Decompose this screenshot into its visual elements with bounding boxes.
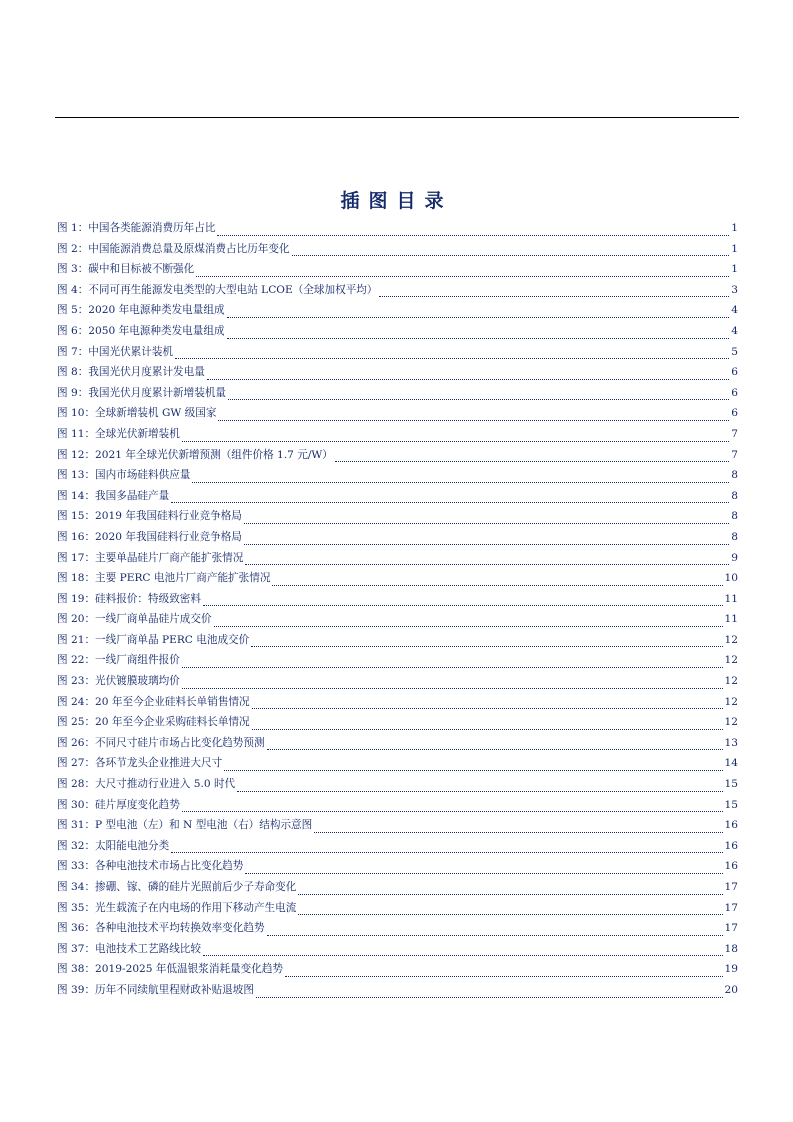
toc-dot-leader: [285, 968, 722, 977]
toc-entry-page: 3: [731, 283, 738, 296]
toc-entry-label: 图 20：一线厂商单晶硅片成交价: [57, 613, 212, 626]
toc-entry[interactable]: [57, 961, 738, 982]
toc-entry-page: 6: [731, 366, 738, 379]
toc-dot-leader: [379, 288, 729, 297]
toc-entry-label: 图 37：电池技术工艺路线比较: [57, 942, 201, 955]
toc-dot-leader: [217, 227, 729, 236]
toc-entry-label: 图 12：2021 年全球光伏新增预测（组件价格 1.7 元/W）: [57, 448, 333, 461]
toc-entry-label: 图 10：全球新增装机 GW 级国家: [57, 407, 217, 420]
toc-entry[interactable]: [57, 611, 738, 632]
toc-entry-label: 图 33：各种电池技术市场占比变化趋势: [57, 860, 244, 873]
toc-entry-label: 图 19：硅料报价：特级致密料: [57, 592, 201, 605]
toc-entry-page: 16: [724, 860, 738, 873]
toc-entry-page: 8: [731, 510, 738, 523]
toc-entry[interactable]: [57, 652, 738, 673]
toc-entry[interactable]: [57, 900, 738, 921]
toc-entry[interactable]: [57, 879, 738, 900]
toc-entry-page: 16: [724, 839, 738, 852]
toc-entry[interactable]: [57, 858, 738, 879]
toc-dot-leader: [244, 515, 729, 524]
toc-dot-leader: [252, 700, 723, 709]
toc-entry[interactable]: [57, 591, 738, 612]
toc-dot-leader: [224, 762, 722, 771]
toc-entry-label: 图 18：主要 PERC 电池片厂商产能扩张情况: [57, 572, 271, 585]
toc-entry[interactable]: [57, 447, 738, 468]
toc-dot-leader: [251, 638, 722, 647]
toc-entry-page: 8: [731, 469, 738, 482]
header-rule: [55, 117, 739, 118]
toc-entry[interactable]: [57, 261, 738, 282]
toc-dot-leader: [192, 474, 729, 483]
toc-dot-leader: [182, 680, 723, 689]
toc-entry[interactable]: [57, 323, 738, 344]
toc-entry-label: 图 28：大尺寸推动行业进入 5.0 时代: [57, 778, 236, 791]
toc-dot-leader: [256, 989, 723, 998]
toc-entry-page: 12: [724, 654, 738, 667]
toc-entry[interactable]: [57, 570, 738, 591]
toc-entry[interactable]: [57, 920, 738, 941]
toc-dot-leader: [335, 453, 729, 462]
toc-entry-page: 8: [731, 530, 738, 543]
toc-dot-leader: [245, 556, 729, 565]
toc-entry-page: 11: [724, 613, 738, 626]
toc-dot-leader: [227, 309, 730, 318]
toc-entry-label: 图 31：P 型电池（左）和 N 型电池（右）结构示意图: [57, 819, 313, 832]
toc-entry[interactable]: [57, 508, 738, 529]
toc-entry[interactable]: [57, 982, 738, 1003]
toc-dot-leader: [227, 330, 730, 339]
toc-entry-label: 图 5：2020 年电源种类发电量组成: [57, 304, 225, 317]
toc-entry-page: 10: [724, 572, 738, 585]
toc-entry[interactable]: [57, 776, 738, 797]
toc-entry-page: 4: [731, 324, 738, 337]
toc-entry-label: 图 30：硅片厚度变化趋势: [57, 798, 180, 811]
toc-entry[interactable]: [57, 241, 738, 262]
toc-dot-leader: [292, 247, 730, 256]
toc-entry-page: 15: [724, 778, 738, 791]
toc-entry[interactable]: [57, 467, 738, 488]
toc-entry-page: 12: [724, 675, 738, 688]
toc-entry[interactable]: [57, 735, 738, 756]
toc-list: [57, 220, 738, 1003]
toc-dot-leader: [182, 659, 723, 668]
toc-entry-page: 4: [731, 304, 738, 317]
toc-entry-label: 图 27：各环节龙头企业推进大尺寸: [57, 757, 223, 770]
toc-entry-label: 图 15：2019 年我国硅料行业竞争格局: [57, 510, 242, 523]
toc-entry[interactable]: [57, 302, 738, 323]
toc-entry-page: 1: [731, 242, 738, 255]
toc-dot-leader: [171, 844, 722, 853]
toc-entry-label: 图 38：2019-2025 年低温银浆消耗量变化趋势: [57, 963, 284, 976]
toc-entry-label: 图 26：不同尺寸硅片市场占比变化趋势预测: [57, 736, 265, 749]
toc-dot-leader: [203, 597, 723, 606]
toc-entry-label: 图 23：光伏镀膜玻璃均价: [57, 675, 180, 688]
toc-dot-leader: [182, 433, 729, 442]
toc-entry-page: 11: [724, 592, 738, 605]
toc-entry-page: 17: [724, 901, 738, 914]
toc-dot-leader: [252, 721, 723, 730]
toc-entry-page: 6: [731, 407, 738, 420]
toc-title: 插图目录: [340, 190, 453, 212]
toc-dot-leader: [245, 865, 722, 874]
toc-entry[interactable]: [57, 426, 738, 447]
toc-entry[interactable]: [57, 385, 738, 406]
toc-entry[interactable]: [57, 282, 738, 303]
toc-entry[interactable]: [57, 694, 738, 715]
toc-entry-label: 图 11：全球光伏新增装机: [57, 427, 180, 440]
toc-entry[interactable]: [57, 220, 738, 241]
toc-entry-label: 图 24：20 年至今企业硅料长单销售情况: [57, 695, 250, 708]
toc-entry-label: 图 6：2050 年电源种类发电量组成: [57, 324, 225, 337]
toc-entry[interactable]: [57, 673, 738, 694]
toc-entry-page: 5: [731, 345, 738, 358]
toc-entry-label: 图 22：一线厂商组件报价: [57, 654, 180, 667]
toc-entry-label: 图 2：中国能源消费总量及原煤消费占比历年变化: [57, 242, 290, 255]
toc-entry[interactable]: [57, 755, 738, 776]
toc-dot-leader: [196, 268, 729, 277]
toc-entry-label: 图 16：2020 年我国硅料行业竞争格局: [57, 530, 242, 543]
toc-dot-leader: [298, 906, 722, 915]
toc-entry[interactable]: [57, 817, 738, 838]
toc-entry[interactable]: [57, 344, 738, 365]
toc-entry-label: 图 3：碳中和目标被不断强化: [57, 263, 195, 276]
toc-entry-label: 图 36：各种电池技术平均转换效率变化趋势: [57, 922, 265, 935]
toc-entry-page: 7: [731, 448, 738, 461]
toc-dot-leader: [182, 803, 723, 812]
toc-dot-leader: [214, 618, 723, 627]
toc-entry-page: 1: [731, 263, 738, 276]
toc-dot-leader: [298, 886, 722, 895]
toc-entry-label: 图 8：我国光伏月度累计发电量: [57, 366, 205, 379]
toc-entry[interactable]: [57, 364, 738, 385]
toc-entry-page: 19: [724, 963, 738, 976]
toc-entry-page: 17: [724, 881, 738, 893]
toc-entry-label: 图 39：历年不同续航里程财政补贴退坡图: [57, 983, 254, 996]
toc-entry-label: 图 17：主要单晶硅片厂商产能扩张情况: [57, 551, 244, 564]
toc-entry-label: 图 4：不同可再生能源发电类型的大型电站 LCOE（全球加权平均）: [57, 283, 378, 296]
toc-entry-page: 14: [724, 757, 738, 770]
toc-entry[interactable]: [57, 632, 738, 653]
toc-entry[interactable]: [57, 529, 738, 550]
toc-dot-leader: [203, 947, 723, 956]
toc-entry-page: 8: [731, 489, 738, 502]
toc-entry[interactable]: [57, 405, 738, 426]
toc-dot-leader: [228, 391, 729, 400]
toc-entry-page: 12: [724, 633, 738, 646]
toc-entry-label: 图 34：掺硼、镓、磷的硅片光照前后少子寿命变化: [57, 881, 297, 893]
toc-entry-label: 图 13：国内市场硅料供应量: [57, 469, 191, 482]
toc-entry-page: 6: [731, 386, 738, 399]
toc-entry-page: 15: [724, 798, 738, 811]
toc-entry-label: 图 35：光生载流子在内电场的作用下移动产生电流: [57, 901, 297, 914]
toc-entry-label: 图 21：一线厂商单晶 PERC 电池成交价: [57, 633, 250, 646]
toc-entry-page: 16: [724, 819, 738, 832]
toc-dot-leader: [272, 577, 722, 586]
toc-entry-label: 图 7：中国光伏累计装机: [57, 345, 174, 358]
toc-dot-leader: [267, 927, 723, 936]
toc-dot-leader: [171, 494, 729, 503]
toc-entry-page: 17: [724, 922, 738, 935]
toc-entry-page: 13: [724, 736, 738, 749]
toc-entry-page: 9: [731, 551, 738, 564]
toc-entry[interactable]: [57, 488, 738, 509]
toc-dot-leader: [267, 741, 723, 750]
toc-entry-page: 7: [731, 427, 738, 440]
toc-dot-leader: [207, 371, 729, 380]
toc-entry-page: 12: [724, 695, 738, 708]
toc-dot-leader: [218, 412, 729, 421]
toc-entry[interactable]: [57, 550, 738, 571]
toc-dot-leader: [175, 350, 729, 359]
toc-entry[interactable]: [57, 838, 738, 859]
toc-entry-page: 18: [724, 942, 738, 955]
toc-entry-page: 1: [731, 222, 738, 234]
toc-entry[interactable]: [57, 797, 738, 818]
toc-entry-label: 图 25：20 年至今企业采购硅料长单情况: [57, 716, 250, 729]
toc-entry-label: 图 14：我国多晶硅产量: [57, 489, 170, 502]
toc-entry[interactable]: [57, 941, 738, 962]
toc-entry-label: 图 32：太阳能电池分类: [57, 839, 170, 852]
toc-dot-leader: [237, 783, 722, 792]
toc-dot-leader: [314, 824, 722, 833]
toc-entry-label: 图 9：我国光伏月度累计新增装机量: [57, 386, 227, 399]
toc-entry-label: 图 1：中国各类能源消费历年占比: [57, 222, 216, 234]
toc-dot-leader: [244, 536, 729, 545]
toc-entry-page: 20: [724, 983, 738, 996]
toc-entry-page: 12: [724, 716, 738, 729]
toc-entry[interactable]: [57, 714, 738, 735]
